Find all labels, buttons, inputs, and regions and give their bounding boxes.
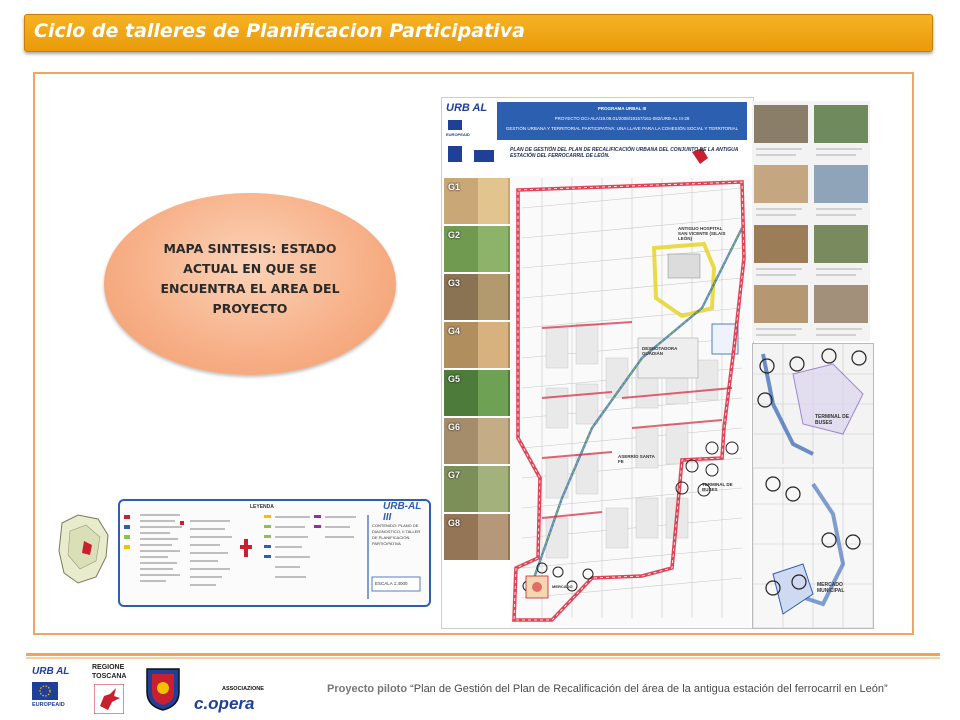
map-label-mercado: MERCADO	[552, 584, 573, 589]
europeaid-logo-text: EUROPEAID	[32, 702, 65, 708]
toscana-text: TOSCANA	[92, 673, 127, 680]
caption-prefix: Proyecto piloto	[327, 683, 408, 695]
photo-group-label: G4	[448, 326, 461, 336]
poster-europeaid-logo: EUROPEAID	[446, 132, 470, 137]
map-label-desmotadora: DESMOTADORA GUADIÁN	[642, 346, 678, 356]
photo-group-label: G7	[448, 470, 461, 480]
legend-subtitle: CONTENIDO: PLANO DE DIAGNOSTICO, II TALLER DE PLANIFICACIÓN PARTICIPATIVA	[372, 523, 421, 546]
caption-text: “Plan de Gestión del Plan de Recalificación del área de la antigua estación del ferrocarril en León”	[410, 683, 888, 695]
locator-minimap	[56, 511, 111, 586]
urbal-logo-text: URB AL	[32, 666, 70, 677]
map-legend-panel	[118, 499, 431, 607]
map-label-terminal: TERMINAL DE BUSES	[702, 482, 733, 492]
footer-caption	[327, 683, 888, 695]
urbal-logo	[30, 664, 76, 714]
opera-text: c.opera	[194, 694, 255, 713]
pegasus-icon	[94, 684, 124, 714]
detail-label-mercado: MERCADO MUNICIPAL	[817, 582, 845, 594]
legend-scale: ESCALA 1:4000	[375, 581, 408, 586]
shield-icon	[144, 666, 182, 712]
zone-photos-graphic	[752, 101, 870, 341]
regione-toscana-logo	[86, 664, 134, 716]
banner-line: GESTIÓN URBANA Y TERRITORIAL PARTICIPATIVA: UNA LLAVE PARA LA COHESIÓN SOCIAL Y TERRITORIAL	[505, 126, 739, 131]
footer-divider	[26, 653, 940, 656]
banner-line: PROGRAMA URBAL III	[597, 106, 647, 111]
footer-divider-light	[26, 657, 940, 659]
map-label-hospital: ANTIGUO HOSPITAL SAN VICENTE (SILAIS LEÓN)	[678, 226, 726, 241]
detail-label-terminal: TERMINAL DE BUSES	[815, 414, 850, 426]
poster-plan-title: PLAN DE GESTIÓN DEL PLAN DE RECALIFICACIÓN URBANA DEL CONJUNTO DE LA ANTIGUA ESTACIÓN DEL FERROCARRIL DE LEÓN.	[510, 147, 739, 159]
slide-title: Ciclo de talleres de Planificacion Participativa	[34, 20, 525, 42]
photo-group-label: G8	[448, 518, 461, 528]
photo-group-label: G1	[448, 182, 461, 192]
legend-brand: URB-AL III	[383, 501, 422, 523]
map-poster-graphic	[442, 98, 753, 628]
coopera-logo	[192, 686, 282, 718]
photo-group-label: G6	[448, 422, 461, 432]
photo-group-label: G3	[448, 278, 461, 288]
map-poster	[441, 97, 754, 629]
poster-banner	[497, 102, 747, 140]
regione-text: REGIONE	[92, 664, 125, 671]
leon-shield-logo	[144, 666, 182, 712]
associazione-text: ASSOCIAZIONE	[222, 686, 264, 692]
summary-callout	[104, 193, 396, 375]
zone-photos-panel	[752, 101, 870, 341]
callout-text: MAPA SINTESIS: ESTADO ACTUAL EN QUE SE ENCUENTRA EL AREA DEL PROYECTO	[160, 241, 340, 316]
banner-line: PROYECTO DCI-ALA/19.09.01/2008/19157/161-082/URB-AL III-28	[554, 116, 690, 121]
legend-graphic	[120, 501, 425, 601]
map-label-aserrio: ASERRÍO SANTA FE	[618, 454, 655, 464]
poster-urbal-logo: URB AL	[446, 102, 488, 114]
photo-group-label: G5	[448, 374, 461, 384]
eu-flag-icon	[32, 682, 58, 700]
title-bar	[24, 14, 933, 52]
detail-maps-panel	[752, 343, 874, 629]
legend-heading: LEYENDA	[250, 504, 274, 510]
photo-group-label: G2	[448, 230, 461, 240]
